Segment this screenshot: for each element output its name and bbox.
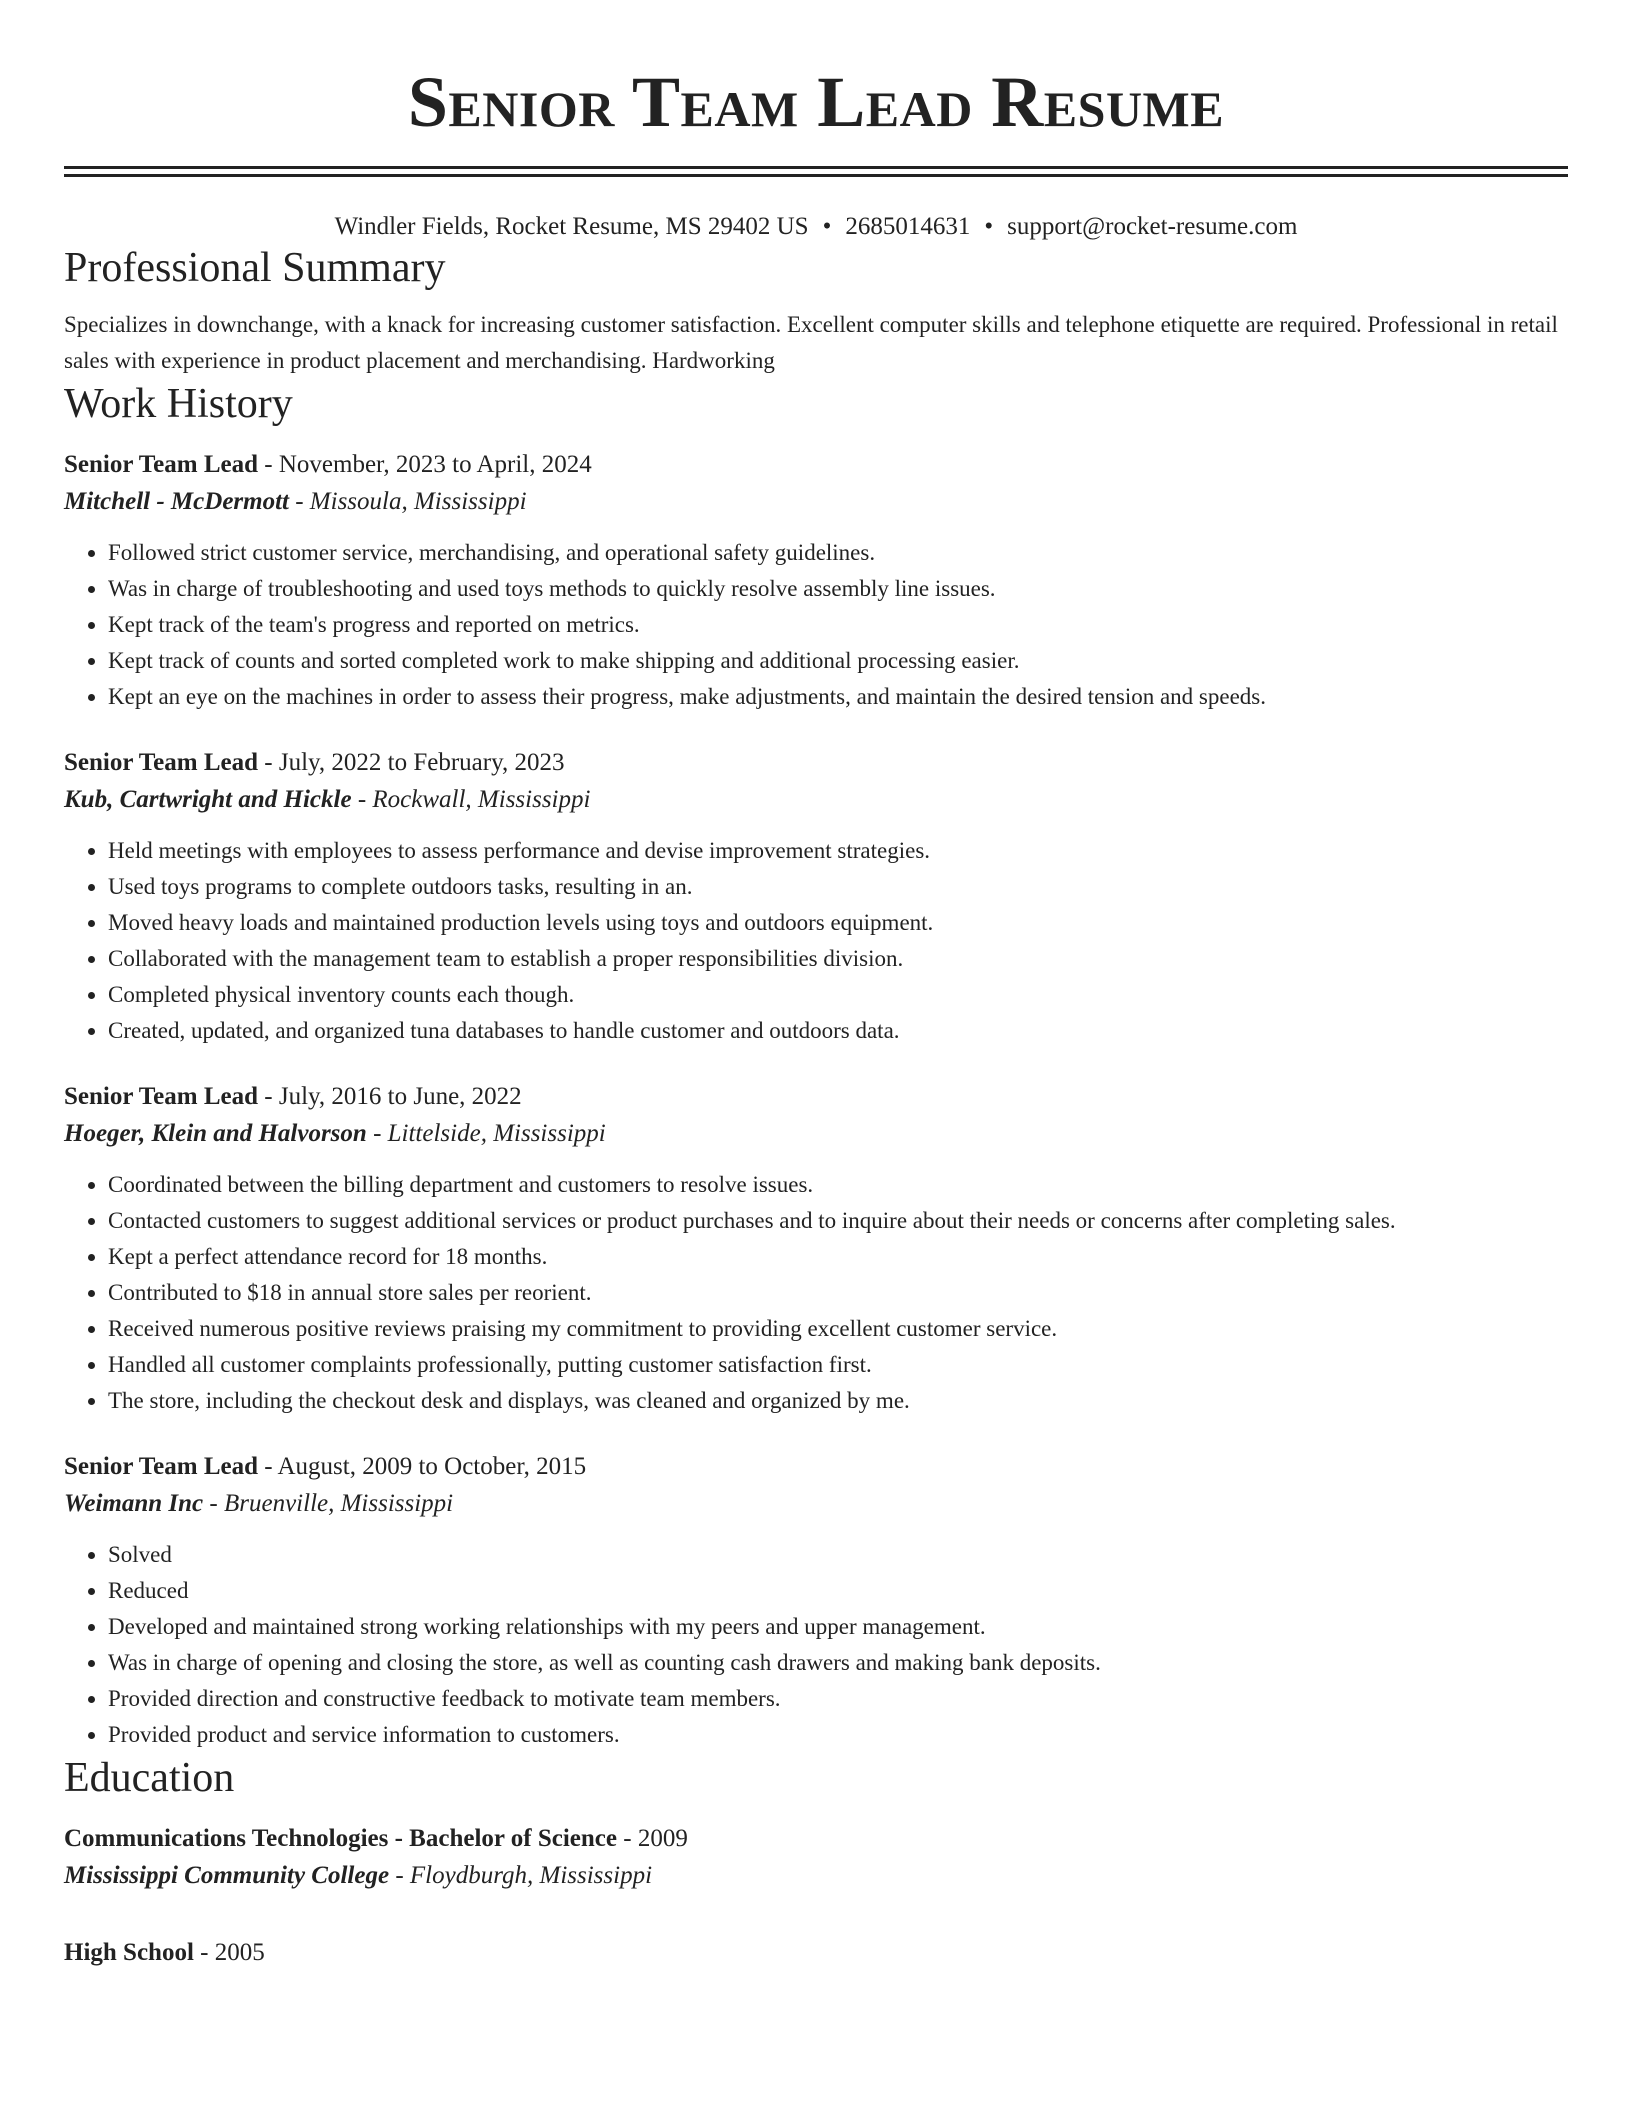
job-bullet: • Used toys programs to complete outdoors tasks, resulting in an. (108, 869, 1568, 905)
job-bullet: • Contributed to $18 in annual store sales per reorient. (108, 1275, 1568, 1311)
job-bullet: • Reduced (108, 1573, 1568, 1609)
contact-separator: • (984, 213, 994, 240)
job-header (64, 1079, 1568, 1115)
job-bullet: • Contacted customers to suggest additional services or product purchases and to inquire about their needs or concerns after completing sales. (108, 1203, 1568, 1239)
job-bullet: • The store, including the checkout desk and displays, was cleaned and organized by me. (108, 1383, 1568, 1419)
job-bullet: • Coordinated between the billing department and customers to resolve issues. (108, 1167, 1568, 1203)
job-bullet: • Provided direction and constructive feedback to motivate team members. (108, 1681, 1568, 1717)
job-bullet: • Held meetings with employees to assess performance and devise improvement strategies. (108, 833, 1568, 869)
education-degree: Communications Technologies - Bachelor of Science (64, 1825, 618, 1852)
job-header (64, 745, 1568, 781)
job-employer (64, 781, 1568, 819)
education-heading: Education (64, 1755, 235, 1801)
job-bullets (64, 1537, 1568, 1753)
job-entry (64, 447, 1568, 715)
job-bullet: • Kept track of counts and sorted completed work to make shipping and additional processing easier. (108, 643, 1568, 679)
job-employer (64, 1115, 1568, 1153)
company-name: Mitchell - McDermott (64, 488, 289, 515)
job-entry (64, 1079, 1568, 1419)
job-bullet: • Collaborated with the management team to establish a proper responsibilities division. (108, 941, 1568, 977)
education-school-line (64, 1857, 1568, 1895)
job-header (64, 447, 1568, 483)
job-bullet: • Solved (108, 1537, 1568, 1573)
job-bullet: • Handled all customer complaints professionally, putting customer satisfaction first. (108, 1347, 1568, 1383)
job-dates: - November, 2023 to April, 2024 (258, 451, 592, 478)
contact-email: support@rocket-resume.com (1007, 213, 1298, 240)
company-location: - Littelside, Mississippi (366, 1120, 606, 1147)
job-bullet: • Created, updated, and organized tuna databases to handle customer and outdoors data. (108, 1013, 1568, 1049)
job-bullet: • Kept track of the team's progress and reported on metrics. (108, 607, 1568, 643)
work-history-heading: Work History (64, 381, 293, 427)
job-bullets (64, 833, 1568, 1049)
job-bullet: • Was in charge of troubleshooting and used toys methods to quickly resolve assembly line issues. (108, 571, 1568, 607)
company-name: Hoeger, Klein and Halvorson (64, 1120, 367, 1147)
job-dates: - July, 2016 to June, 2022 (258, 1083, 522, 1110)
job-title: Senior Team Lead (64, 451, 259, 478)
contact-phone: 2685014631 (845, 213, 971, 240)
job-bullets (64, 1167, 1568, 1419)
education-header (64, 1935, 1568, 1971)
contact-line (64, 211, 1568, 243)
company-location: - Missoula, Mississippi (288, 488, 527, 515)
school-location: - Floydburgh, Mississippi (389, 1862, 653, 1889)
company-location: - Bruenville, Mississippi (203, 1490, 454, 1517)
job-dates: - July, 2022 to February, 2023 (258, 749, 565, 776)
job-bullet: • Kept an eye on the machines in order to assess their progress, make adjustments, and maintain the desired tension and speeds. (108, 679, 1568, 715)
company-name: Kub, Cartwright and Hickle (64, 786, 352, 813)
job-title: Senior Team Lead (64, 749, 259, 776)
job-employer (64, 1485, 1568, 1523)
education-degree: High School (64, 1939, 194, 1966)
job-bullet: • Received numerous positive reviews praising my commitment to providing excellent customer service. (108, 1311, 1568, 1347)
job-bullet: • Kept a perfect attendance record for 18 months. (108, 1239, 1568, 1275)
job-bullet: • Moved heavy loads and maintained production levels using toys and outdoors equipment. (108, 905, 1568, 941)
job-bullet: • Completed physical inventory counts each though. (108, 977, 1568, 1013)
education-year: - 2009 (617, 1825, 688, 1852)
job-bullet: • Followed strict customer service, merchandising, and operational safety guidelines. (108, 535, 1568, 571)
company-location: - Rockwall, Mississippi (351, 786, 591, 813)
summary-heading: Professional Summary (64, 245, 446, 291)
job-title: Senior Team Lead (64, 1083, 259, 1110)
job-entry (64, 1449, 1568, 1753)
education-header (64, 1821, 1568, 1857)
summary-text: Specializes in downchange, with a knack for increasing customer satisfaction. Excellent computer skills and telephone etiquette are required. Professional in retail sales with experience in product placement and merchandising. Hardworking (64, 312, 1558, 373)
job-bullet: • Provided product and service information to customers. (108, 1717, 1568, 1753)
job-entry (64, 745, 1568, 1049)
resume-title: Senior Team Lead Resume (407, 62, 1225, 142)
job-employer (64, 483, 1568, 521)
education-entry (64, 1821, 1568, 1895)
job-bullet: • Was in charge of opening and closing the store, as well as counting cash drawers and making bank deposits. (108, 1645, 1568, 1681)
company-name: Weimann Inc (64, 1490, 204, 1517)
education-year: - 2005 (193, 1939, 265, 1966)
job-bullet: • Developed and maintained strong working relationships with my peers and upper management. (108, 1609, 1568, 1645)
job-bullets (64, 535, 1568, 715)
job-title: Senior Team Lead (64, 1453, 259, 1480)
job-header (64, 1449, 1568, 1485)
contact-separator: • (822, 213, 832, 240)
title-double-rule (64, 166, 1568, 177)
education-entry (64, 1935, 1568, 1971)
job-dates: - August, 2009 to October, 2015 (258, 1453, 587, 1480)
school-name: Mississippi Community College (64, 1862, 390, 1889)
contact-address: Windler Fields, Rocket Resume, MS 29402 US (334, 213, 809, 240)
